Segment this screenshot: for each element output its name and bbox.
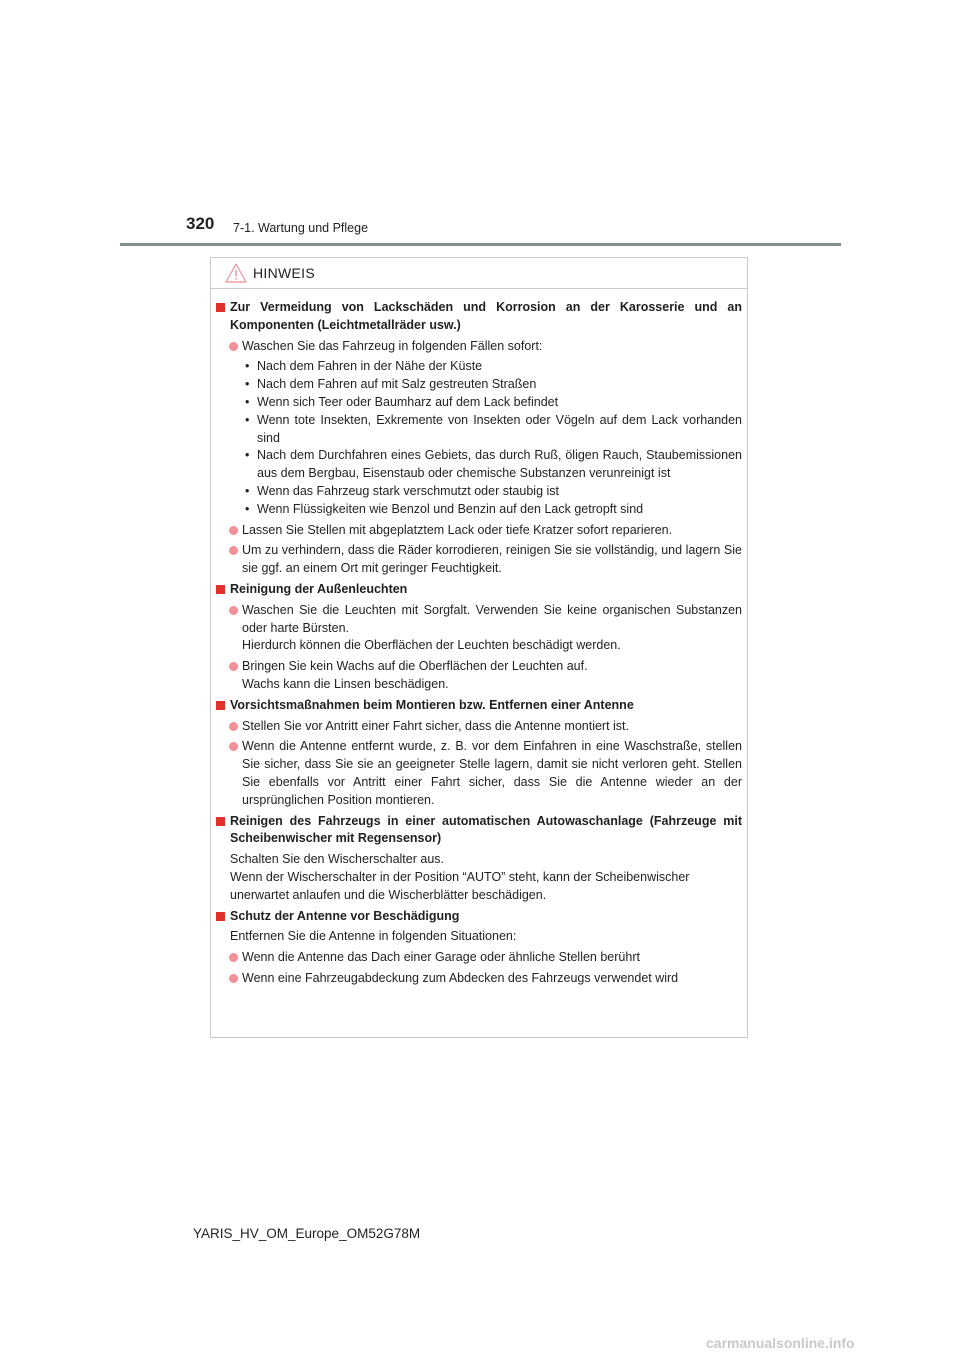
- section-heading-text: Reinigung der Außenleuchten: [230, 581, 408, 596]
- section-heading-text: Schutz der Antenne vor Beschädigung: [230, 908, 460, 923]
- notice-box: [210, 257, 748, 1038]
- warning-triangle-icon: [225, 263, 247, 283]
- sub-list-item: • Wenn das Fahrzeug stark verschmutzt oder staubig ist: [216, 483, 742, 501]
- list-item: [216, 718, 742, 736]
- list-item-text: Lassen Sie Stellen mit abgeplatztem Lack oder tiefe Kratzer sofort reparieren.: [242, 522, 673, 537]
- notice-content: [216, 299, 742, 991]
- sub-list-item: • Nach dem Durchfahren eines Gebiets, das durch Ruß, öligen Rauch, Staubemissionen aus dem Bergbau, Eisenstaub oder chemische Substanzen verunreinigt ist: [216, 447, 742, 483]
- section-heading: [216, 697, 742, 715]
- sub-list-item: • Nach dem Fahren auf mit Salz gestreuten Straßen: [216, 376, 742, 394]
- section-heading-text: Vorsichtsmaßnahmen beim Montieren bzw. Entfernen einer Antenne: [230, 697, 634, 712]
- list-item: [216, 542, 742, 578]
- section-heading-text: Zur Vermeidung von Lackschäden und Korrosion an der Karosserie und an Komponenten (Leichtmetallräder usw.): [230, 300, 742, 332]
- list-item: [216, 970, 742, 988]
- square-bullet-icon: [216, 303, 225, 312]
- notice-title: HINWEIS: [253, 265, 315, 281]
- square-bullet-icon: [216, 701, 225, 710]
- round-bullet-icon: [229, 662, 238, 671]
- list-item-text: Bringen Sie kein Wachs auf die Oberflächen der Leuchten auf. Wachs kann die Linsen beschädigen.: [242, 659, 588, 691]
- header-rule: [120, 243, 841, 246]
- section-paragraph: Entfernen Sie die Antenne in folgenden Situationen:: [230, 929, 517, 944]
- sub-list-item: • Wenn Flüssigkeiten wie Benzol und Benzin auf den Lack getropft sind: [216, 501, 742, 519]
- list-item: [216, 738, 742, 809]
- section-heading: [216, 581, 742, 599]
- list-item: [216, 602, 742, 655]
- list-item-text: Stellen Sie vor Antritt einer Fahrt sicher, dass die Antenne montiert ist.: [242, 718, 629, 733]
- round-bullet-icon: [229, 742, 238, 751]
- square-bullet-icon: [216, 585, 225, 594]
- list-item: [216, 338, 742, 356]
- section-heading: [216, 299, 742, 335]
- watermark: carmanualsonline.info: [706, 1335, 855, 1351]
- round-bullet-icon: [229, 526, 238, 535]
- list-item-text: Wenn die Antenne das Dach einer Garage oder ähnliche Stellen berührt: [242, 950, 640, 965]
- round-bullet-icon: [229, 546, 238, 555]
- list-item: [216, 658, 742, 694]
- section-heading: [216, 908, 742, 926]
- section-title: 7-1. Wartung und Pflege: [233, 221, 369, 235]
- list-item-text: Wenn die Antenne entfernt wurde, z. B. vor dem Einfahren in eine Waschstraße, stellen Sie sicher, dass Sie sie an geeigneter Stelle lagern, damit sie nicht verloren geht. Stellen Sie ebenfalls vor Antritt einer Fahrt sicher, dass Sie die Antenne wieder an der ursprünglichen Position montieren.: [242, 739, 742, 807]
- list-item: [216, 949, 742, 967]
- list-item-text: Waschen Sie die Leuchten mit Sorgfalt. Verwenden Sie keine organischen Substanzen oder harte Bürsten. Hierdurch können die Oberflächen der Leuchten beschädigt werden.: [242, 602, 742, 653]
- section-paragraph: Schalten Sie den Wischerschalter aus. Wenn der Wischerschalter in der Position “AUTO” steht, kann der Scheibenwischer unerwartet anlaufen und die Wischerblätter beschädigen.: [230, 852, 690, 902]
- list-item-text: Wenn eine Fahrzeugabdeckung zum Abdecken des Fahrzeugs verwendet wird: [242, 970, 679, 985]
- round-bullet-icon: [229, 606, 238, 615]
- section-heading: [216, 813, 742, 849]
- sub-list-item: • Wenn tote Insekten, Exkremente von Insekten oder Vögeln auf dem Lack vorhanden sind: [216, 412, 742, 448]
- sub-list-item: • Wenn sich Teer oder Baumharz auf dem Lack befindet: [216, 394, 742, 412]
- sub-list: [216, 358, 742, 518]
- notice-divider: [211, 288, 747, 289]
- round-bullet-icon: [229, 722, 238, 731]
- sub-list-item: • Nach dem Fahren in der Nähe der Küste: [216, 358, 742, 376]
- notice-header: [225, 258, 315, 288]
- round-bullet-icon: [229, 953, 238, 962]
- round-bullet-icon: [229, 974, 238, 983]
- square-bullet-icon: [216, 912, 225, 921]
- document-code: YARIS_HV_OM_Europe_OM52G78M: [193, 1226, 421, 1241]
- round-bullet-icon: [229, 342, 238, 351]
- section-heading-text: Reinigen des Fahrzeugs in einer automatischen Autowaschanlage (Fahrzeuge mit Scheibenwischer mit Regensensor): [230, 813, 742, 846]
- list-item-text: Um zu verhindern, dass die Räder korrodieren, reinigen Sie sie vollständig, und lagern Sie sie ggf. an einem Ort mit geringer Feuchtigkeit.: [242, 543, 742, 576]
- page-number: 320: [186, 214, 215, 233]
- square-bullet-icon: [216, 817, 225, 826]
- list-item: [216, 522, 742, 540]
- list-item-text: Waschen Sie das Fahrzeug in folgenden Fällen sofort:: [242, 338, 543, 353]
